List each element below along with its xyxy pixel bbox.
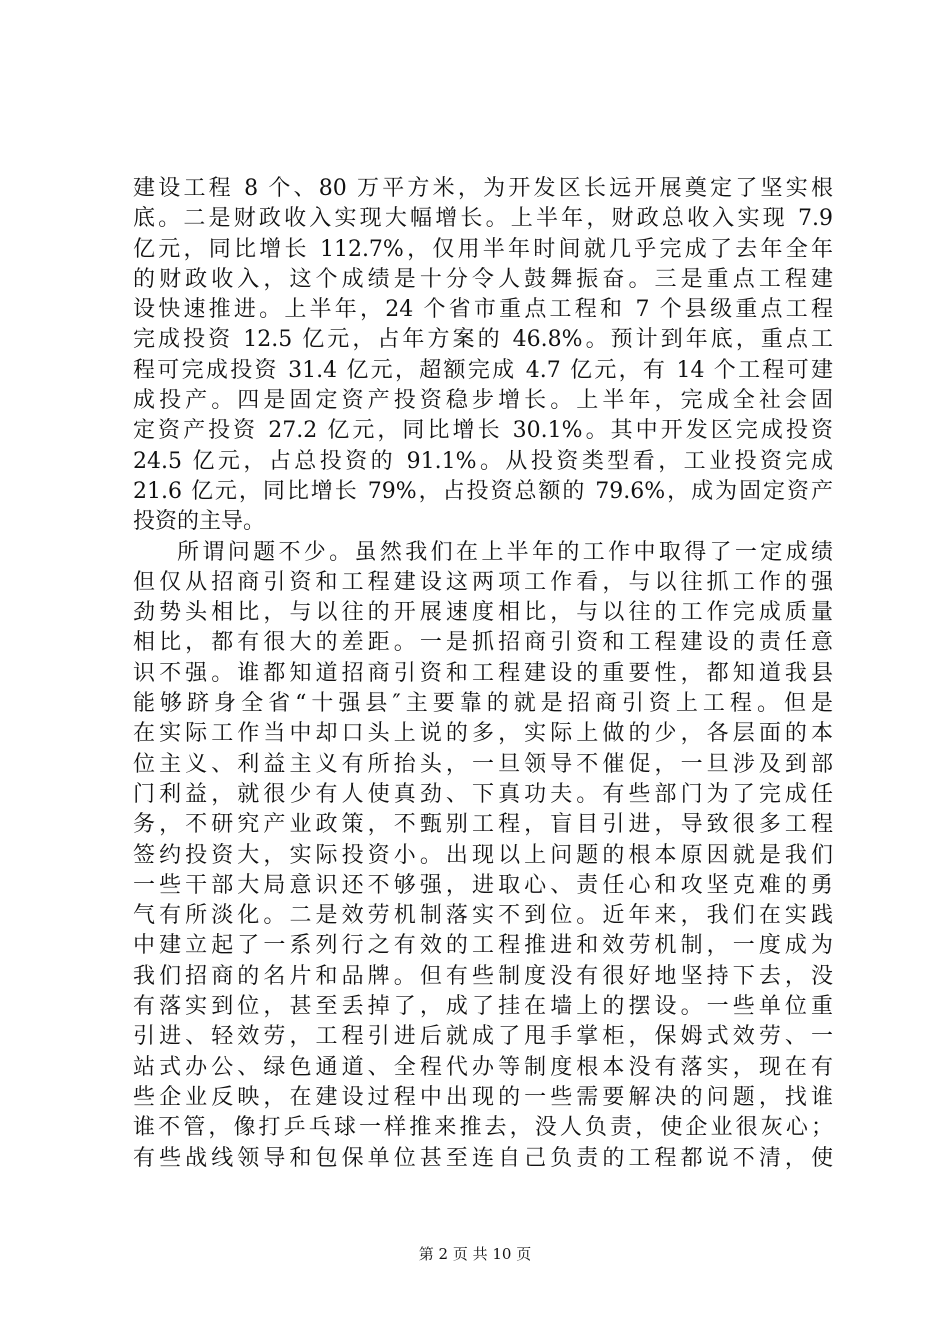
text-line: 一些干部大局意识还不够强，进取心、责任心和攻坚克难的勇: [133, 872, 833, 898]
text-line: 有落实到位，甚至丢掉了，成了挂在墙上的摆设。一些单位重: [133, 994, 833, 1020]
text-line: 劲势头相比，与以往的开展速度相比，与以往的工作完成质量: [133, 600, 833, 626]
text-line: 定资产投资 27.2 亿元，同比增长 30.1%。其中开发区完成投资: [133, 418, 833, 444]
paragraph-end-line: 投资的主导。: [133, 509, 266, 535]
text-line: 门利益，就很少有人使真劲、下真功夫。有些部门为了完成任: [133, 781, 833, 807]
text-line: 谁不管，像打乒乓球一样推来推去，没人负责，使企业很灰心；: [133, 1115, 833, 1141]
text-line: 气有所淡化。二是效劳机制落实不到位。近年来，我们在实践: [133, 903, 833, 929]
text-line: 站式办公、绿色通道、全程代办等制度根本没有落实，现在有: [133, 1054, 833, 1080]
document-body: [133, 174, 833, 1174]
text-line: 我们招商的名片和品牌。但有些制度没有很好地坚持下去，没: [133, 963, 833, 989]
text-line: 24.5 亿元，占总投资的 91.1%。从投资类型看，工业投资完成: [133, 448, 833, 474]
text-line: 的财政收入，这个成绩是十分令人鼓舞振奋。三是重点工程建: [133, 266, 833, 292]
text-line: 中建立起了一系列行之有效的工程推进和效劳机制，一度成为: [133, 933, 833, 959]
text-line: 位主义、利益主义有所抬头，一旦领导不催促，一旦涉及到部: [133, 751, 833, 777]
text-line: 程可完成投资 31.4 亿元，超额完成 4.7 亿元，有 14 个工程可建: [133, 357, 833, 383]
text-line: 21.6 亿元，同比增长 79%，占投资总额的 79.6%，成为固定资产: [133, 478, 833, 504]
text-line: 务，不研究产业政策，不甄别工程，盲目引进，导致很多工程: [133, 812, 833, 838]
text-line: 些企业反映，在建设过程中出现的一些需要解决的问题，找谁: [133, 1084, 833, 1110]
text-line: 但仅从招商引资和工程建设这两项工作看，与以往抓工作的强: [133, 569, 833, 595]
page-number-footer: 第 2 页 共 10 页: [418, 1245, 532, 1263]
text-line: 有些战线领导和包保单位甚至连自己负责的工程都说不清，使: [133, 1145, 833, 1171]
text-line: 成投产。四是固定资产投资稳步增长。上半年，完成全社会固: [133, 388, 833, 414]
text-line: 签约投资大，实际投资小。出现以上问题的根本原因就是我们: [133, 842, 833, 868]
paragraph-first-line: 所谓问题不少。虽然我们在上半年的工作中取得了一定成绩: [177, 539, 833, 565]
text-line: 能够跻身全省“十强县″主要靠的就是招商引资上工程。但是: [133, 691, 833, 717]
text-line: 相比，都有很大的差距。一是抓招商引资和工程建设的责任意: [133, 630, 833, 656]
text-line: 建设工程 8 个、80 万平方米，为开发区长远开展奠定了坚实根: [133, 176, 833, 201]
text-line: 在实际工作当中却口头上说的多，实际上做的少，各层面的本: [133, 721, 833, 747]
text-line: 亿元，同比增长 112.7%，仅用半年时间就几乎完成了去年全年: [133, 236, 833, 262]
text-line: 设快速推进。上半年，24 个省市重点工程和 7 个县级重点工程: [133, 297, 833, 323]
text-line: 识不强。谁都知道招商引资和工程建设的重要性，都知道我县: [133, 660, 833, 686]
text-line: 引进、轻效劳，工程引进后就成了甩手掌柜，保姆式效劳、一: [133, 1024, 833, 1050]
text-line: 底。二是财政收入实现大幅增长。上半年，财政总收入实现 7.9: [133, 206, 833, 232]
text-line: 完成投资 12.5 亿元，占年方案的 46.8%。预计到年底，重点工: [133, 327, 833, 353]
